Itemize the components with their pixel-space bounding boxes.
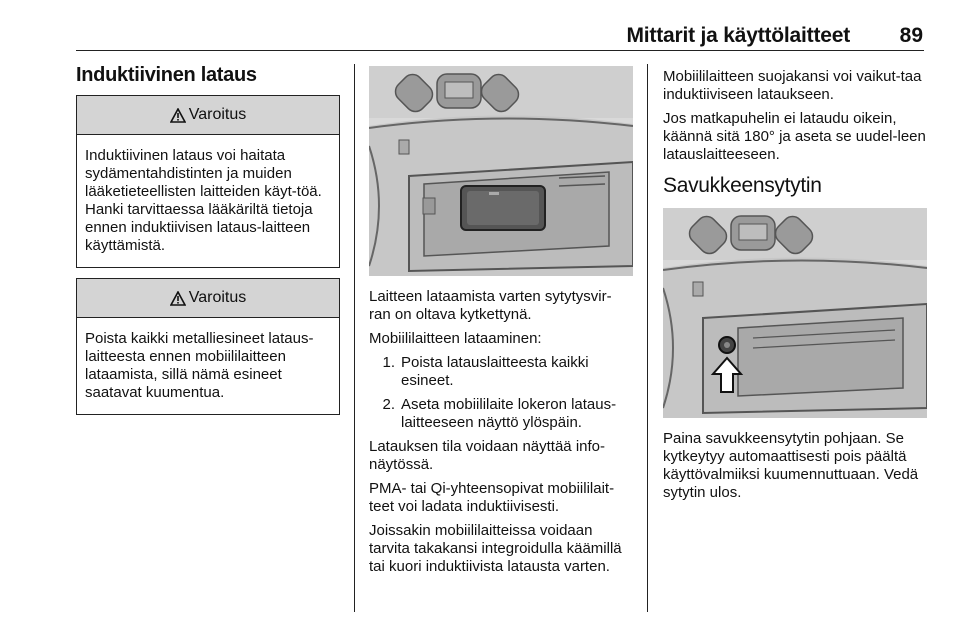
column-3 (663, 68, 927, 508)
warning-triangle-icon (170, 291, 186, 306)
warning-label: Varoitus (188, 289, 247, 306)
warning-triangle-icon (170, 108, 186, 123)
cigarette-lighter-illustration (663, 208, 927, 418)
warning-header (77, 279, 339, 318)
header-rule (76, 50, 924, 51)
warning-header (77, 96, 339, 135)
step-number: 2. (382, 396, 395, 413)
paragraph: Laitteen lataamista varten sytytysvir-ran on oltava kytkettynä. (369, 288, 612, 323)
column-2 (369, 66, 633, 582)
paragraph: Jos matkapuhelin ei lataudu oikein, käännä sitä 180° ja aseta se uudel-leen latauslaitteeseen. (663, 110, 926, 163)
paragraph: Mobiililaitteen suojakansi voi vaikut-taa induktiiviseen lataukseen. (663, 68, 922, 103)
paragraph: Joissakin mobiililaitteissa voidaan tarvita takakansi integroidulla käämillä tai kuori induktiivista latausta varten. (369, 522, 622, 575)
warning-text: Poista kaikki metalliesineet lataus-laitteesta ennen mobiililaitteen lataamista, sillä nämä esineet saatavat kuumentua. (85, 330, 314, 401)
steps-list (369, 354, 633, 432)
step-text: Poista latauslaitteesta kaikki esineet. (401, 354, 589, 389)
column-1 (76, 60, 340, 425)
step-number: 1. (382, 354, 395, 371)
step-text: Aseta mobiililaite lokeron lataus-laitteeseen näyttö ylöspäin. (401, 396, 617, 431)
warning-label: Varoitus (188, 106, 247, 123)
section-title: Induktiivinen lataus (76, 64, 257, 86)
paragraph: Mobiililaitteen lataaminen: (369, 330, 542, 347)
column-divider (647, 64, 648, 612)
section-title: Savukkeensytytin (663, 174, 822, 197)
running-header-title: Mittarit ja käyttölaitteet (626, 24, 850, 47)
paragraph: Paina savukkeensytytin pohjaan. Se kytkeytyy automaattisesti pois päältä käyttövalmiiksi kuumennuttuaan. Vedä sytytin ulos. (663, 430, 919, 501)
paragraph: PMA- tai Qi-yhteensopivat mobiililait-teet voi ladata induktiivisesti. (369, 480, 615, 515)
list-item (369, 396, 633, 432)
list-item (369, 354, 633, 390)
paragraph: Latauksen tila voidaan näyttää info-näytössä. (369, 438, 605, 473)
warning-box (76, 278, 340, 415)
warning-text: Induktiivinen lataus voi haitata sydämentahdistinten ja muiden lääketieteellisten laitteiden käyt-töä. Hanki tarvittaessa lääkäriltä tietoja ennen induktiivisen lataus-laitteen käyttämistä. (85, 147, 322, 254)
wireless-charger-illustration (369, 66, 633, 276)
column-divider (354, 64, 355, 612)
warning-box (76, 95, 340, 268)
page-number: 89 (899, 24, 923, 47)
